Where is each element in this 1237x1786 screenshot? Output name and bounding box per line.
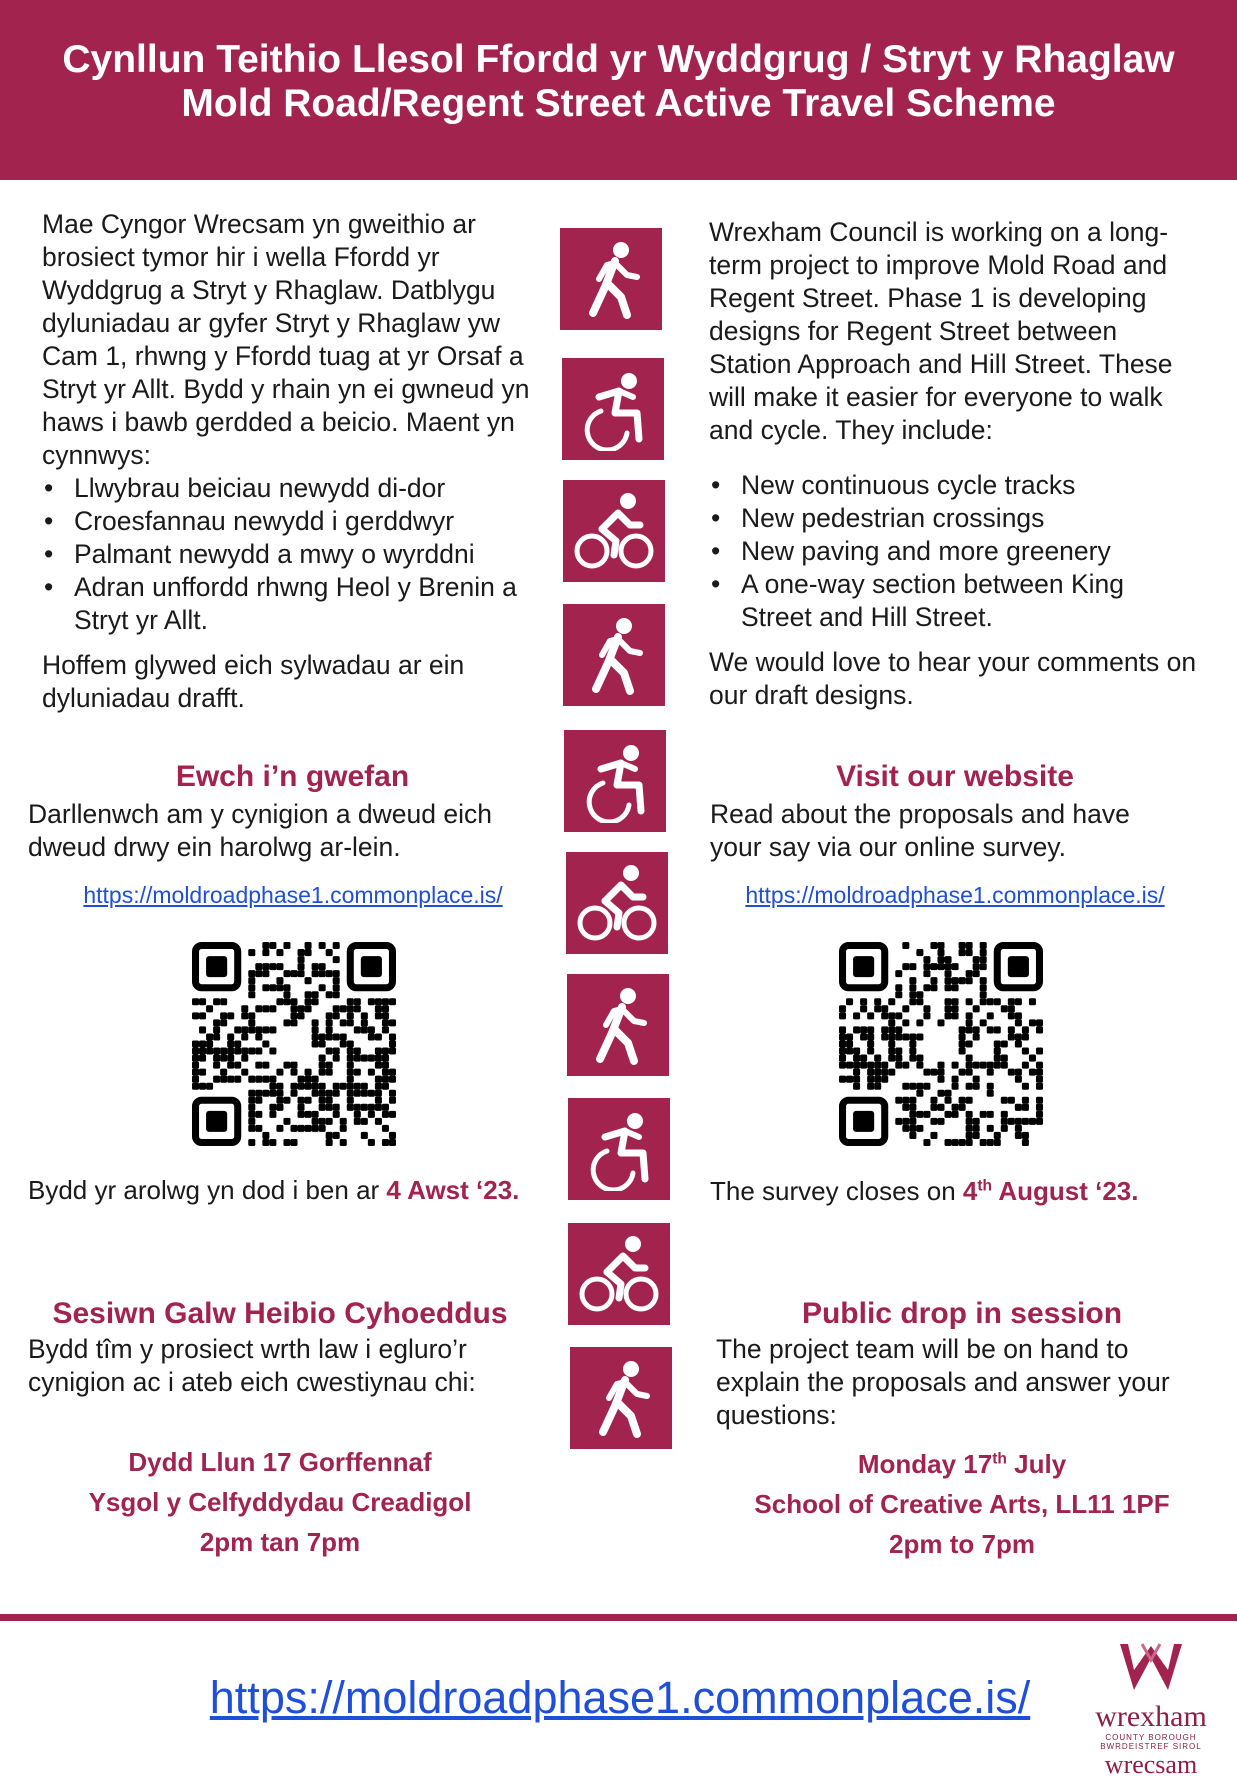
icon-tile — [567, 974, 669, 1076]
icon-tile — [560, 228, 662, 330]
english-closing-sup: th — [977, 1177, 993, 1195]
english-closing-text — [710, 1176, 1138, 1207]
logo-sub1: COUNTY BOROUGH — [1105, 1733, 1197, 1742]
icon-tile — [563, 604, 665, 706]
english-website-title: Visit our website — [836, 760, 1074, 793]
welsh-comments-text: Hoffem glywed eich sylwadau ar ein dyluniadau drafft. — [42, 650, 465, 713]
list-item: • Adran unffordd rhwng Heol y Brenin a Stryt yr Allt. — [42, 571, 542, 637]
footer-survey-link[interactable]: https://moldroadphase1.commonplace.is/ — [209, 1672, 1031, 1723]
wrexham-w-icon — [1116, 1640, 1186, 1696]
title-welsh: Cynllun Teithio Llesol Ffordd yr Wyddgrug / Stryt y Rhaglaw — [62, 38, 1175, 81]
english-event-date — [712, 1444, 1212, 1484]
list-item: • Palmant newydd a mwy o wyrddni — [42, 538, 542, 571]
welsh-closing-prefix: Bydd yr arolwg yn dod i ben ar — [28, 1175, 387, 1205]
title-english: Mold Road/Regent Street Active Travel Scheme — [181, 82, 1056, 125]
english-event-details — [712, 1444, 1212, 1564]
icon-tile — [570, 1347, 672, 1449]
welsh-website-text: Darllenwch am y cynigion a dweud eich dweud drwy ein harolwg ar-lein. — [28, 799, 492, 862]
welsh-session-title: Sesiwn Galw Heibio Cyhoeddus — [52, 1297, 508, 1330]
welsh-intro-block — [42, 208, 542, 715]
english-closing-prefix: The survey closes on — [710, 1176, 963, 1206]
english-event-time: 2pm to 7pm — [889, 1529, 1035, 1559]
walking-icon — [569, 237, 653, 321]
english-intro-block — [709, 216, 1199, 712]
welsh-website-title: Ewch i’n gwefan — [175, 760, 410, 793]
wheelchair-icon — [577, 1107, 661, 1191]
walking-icon — [572, 613, 656, 697]
icon-tile — [568, 1098, 670, 1200]
english-qr-code[interactable] — [839, 942, 1043, 1146]
walking-icon — [579, 1356, 663, 1440]
list-item: • New continuous cycle tracks — [709, 469, 1199, 502]
english-session-title: Public drop in session — [801, 1297, 1123, 1330]
page-title — [0, 0, 1237, 126]
walking-icon — [576, 983, 660, 1067]
welsh-closing-text — [28, 1175, 519, 1206]
cycling-icon — [575, 861, 659, 945]
cycling-icon — [572, 489, 656, 573]
welsh-bullet-list — [42, 472, 542, 637]
welsh-event-place: Ysgol y Celfyddydau Creadigol — [88, 1487, 472, 1517]
logo-name-welsh: wrecsam — [1104, 1750, 1198, 1779]
icon-tile — [568, 1223, 670, 1325]
welsh-intro-text: Mae Cyngor Wrecsam yn gweithio ar brosiect tymor hir i wella Ffordd yr Wyddgrug a Stryt y Rhaglaw. Datblygu dyluniadau ar gyfer Stryt y Rhaglaw yw Cam 1, rhwng y Ffordd tuag at yr Orsaf a Stryt yr Allt. Bydd y rhain yn ei gwneud yn haws i bawb gerdded a beicio. Maent yn cynnwys: — [42, 209, 530, 470]
welsh-event-details — [30, 1442, 530, 1562]
list-item: • A one-way section between King Street and Hill Street. — [709, 568, 1199, 634]
icon-tile — [564, 730, 666, 832]
welsh-survey-link[interactable]: https://moldroadphase1.commonplace.is/ — [83, 882, 503, 908]
english-event-day-sup: th — [992, 1450, 1007, 1468]
english-event-place: School of Creative Arts, LL11 1PF — [754, 1489, 1170, 1519]
page-header — [0, 0, 1237, 180]
logo-name: wrexham — [1095, 1700, 1207, 1733]
welsh-closing-date: 4 Awst ‘23. — [386, 1175, 520, 1205]
welsh-session-text: Bydd tîm y prosiect wrth law i egluro’r cynigion ac i ateb eich cwestiynau chi: — [28, 1334, 476, 1397]
welsh-event-date: Dydd Llun 17 Gorffennaf — [128, 1447, 432, 1477]
english-comments-text: We would love to hear your comments on our draft designs. — [709, 647, 1197, 710]
english-survey-link[interactable]: https://moldroadphase1.commonplace.is/ — [745, 882, 1165, 908]
list-item: • New pedestrian crossings — [709, 502, 1199, 535]
list-item: • Llwybrau beiciau newydd di-dor — [42, 472, 542, 505]
english-session-text: The project team will be on hand to explain the proposals and answer your questions: — [716, 1334, 1170, 1430]
icon-tile — [566, 852, 668, 954]
english-event-month: July — [1006, 1449, 1067, 1479]
english-intro-text: Wrexham Council is working on a long-term project to improve Mold Road and Regent Street. Phase 1 is developing designs for Regent Street between Station Approach and Hill Street. These will make it easier for everyone to walk and cycle. They include: — [709, 217, 1173, 445]
english-closing-rest: August ‘23. — [992, 1176, 1139, 1206]
wheelchair-icon — [573, 739, 657, 823]
wheelchair-icon — [571, 367, 655, 451]
english-closing-num: 4 — [962, 1176, 978, 1206]
footer-divider — [0, 1614, 1237, 1621]
list-item: • New paving and more greenery — [709, 535, 1199, 568]
icon-tile — [562, 358, 664, 460]
english-event-day: Monday 17 — [857, 1449, 993, 1479]
logo-sub2: BWRDEISTREF SIROL — [1100, 1742, 1202, 1751]
wrexham-logo — [1086, 1640, 1216, 1779]
welsh-qr-code[interactable] — [192, 942, 396, 1146]
list-item: • Croesfannau newydd i gerddwyr — [42, 505, 542, 538]
icon-tile — [563, 480, 665, 582]
welsh-event-time: 2pm tan 7pm — [199, 1527, 361, 1557]
cycling-icon — [577, 1232, 661, 1316]
english-website-text: Read about the proposals and have your say via our online survey. — [710, 799, 1130, 862]
english-bullet-list — [709, 469, 1199, 634]
